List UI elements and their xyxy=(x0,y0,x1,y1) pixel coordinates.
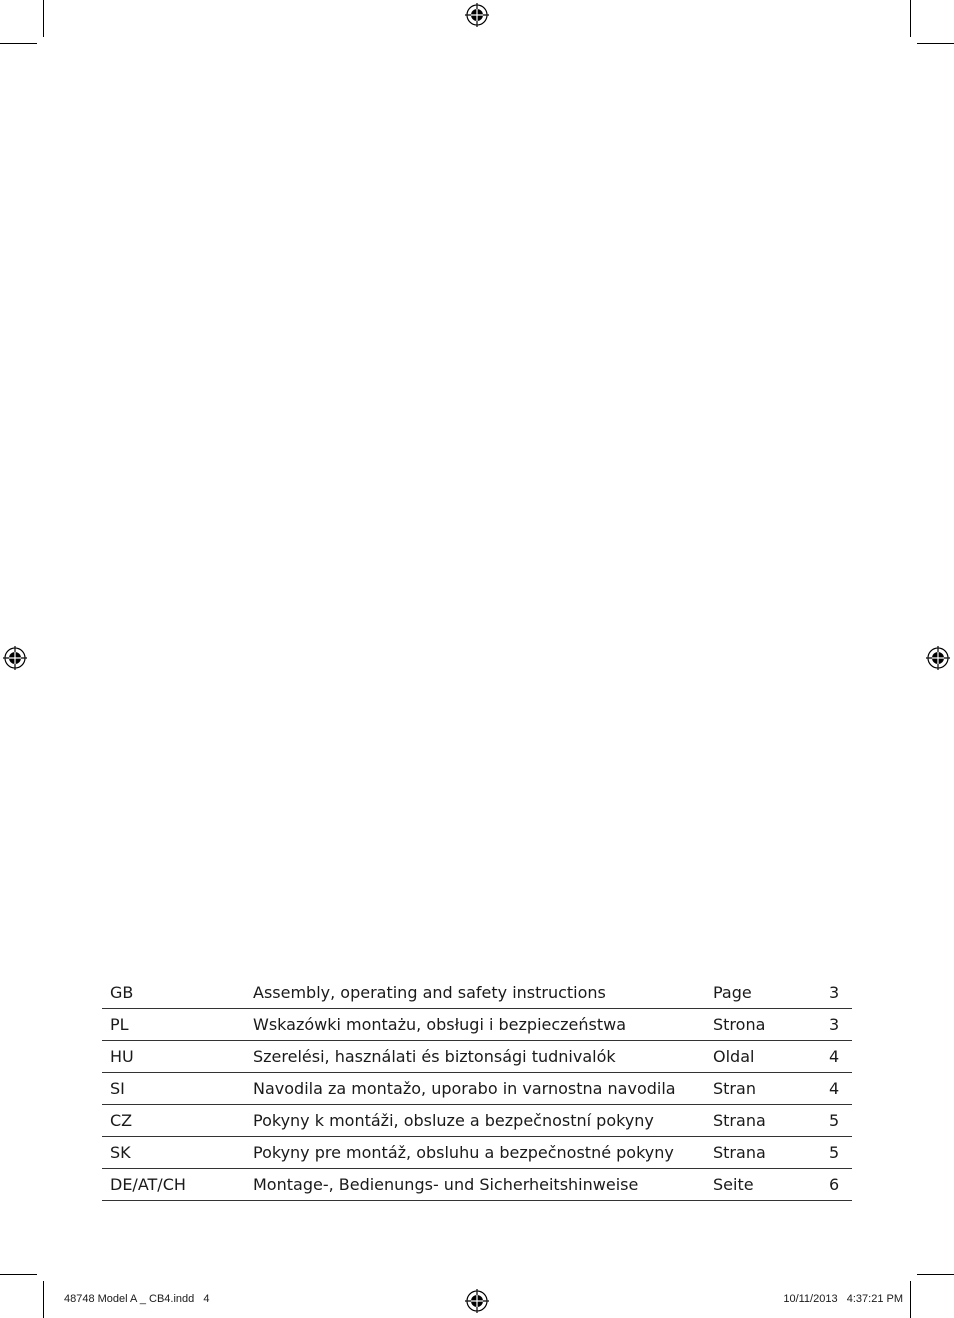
section-title: Szerelési, használati és biztonsági tudnivalók xyxy=(253,1041,713,1073)
page-label: Stran xyxy=(713,1073,829,1105)
crop-mark-bottom-right-vertical xyxy=(910,1281,911,1318)
page-number: 4 xyxy=(829,1073,852,1105)
page-label: Strona xyxy=(713,1009,829,1041)
crop-mark-top-right-horizontal xyxy=(917,43,954,44)
page-number: 4 xyxy=(829,1041,852,1073)
page-label: Strana xyxy=(713,1137,829,1169)
table-row xyxy=(102,977,852,1009)
crop-mark-bottom-right-horizontal xyxy=(917,1274,954,1275)
page-label: Oldal xyxy=(713,1041,829,1073)
section-title: Pokyny k montáži, obsluze a bezpečnostní pokyny xyxy=(253,1105,713,1137)
table-row xyxy=(102,1073,852,1105)
crop-mark-top-right-vertical xyxy=(910,0,911,37)
page-label: Page xyxy=(713,977,829,1009)
language-code: DE/AT/CH xyxy=(102,1169,253,1201)
page-label: Seite xyxy=(713,1169,829,1201)
crop-mark-bottom-left-vertical xyxy=(43,1281,44,1318)
page-number: 5 xyxy=(829,1137,852,1169)
page-number: 6 xyxy=(829,1169,852,1201)
page-number: 3 xyxy=(829,977,852,1009)
page-label: Strana xyxy=(713,1105,829,1137)
crop-mark-top-left-horizontal xyxy=(0,43,37,44)
section-title: Wskazówki montażu, obsługi i bezpieczeństwa xyxy=(253,1009,713,1041)
section-title: Navodila za montažo, uporabo in varnostna navodila xyxy=(253,1073,713,1105)
language-code: GB xyxy=(102,977,253,1009)
page-number: 5 xyxy=(829,1105,852,1137)
language-code: PL xyxy=(102,1009,253,1041)
registration-crosshair-icon xyxy=(926,646,950,670)
slug-timestamp: 10/11/2013 4:37:21 PM xyxy=(783,1293,903,1305)
language-index-table xyxy=(102,977,852,1201)
crop-mark-top-left-vertical xyxy=(43,0,44,37)
section-title: Pokyny pre montáž, obsluhu a bezpečnostné pokyny xyxy=(253,1137,713,1169)
page-number: 3 xyxy=(829,1009,852,1041)
language-code: SK xyxy=(102,1137,253,1169)
registration-crosshair-icon xyxy=(3,646,27,670)
section-title: Montage-, Bedienungs- und Sicherheitshinweise xyxy=(253,1169,713,1201)
section-title: Assembly, operating and safety instructions xyxy=(253,977,713,1009)
table-row xyxy=(102,1009,852,1041)
language-code: SI xyxy=(102,1073,253,1105)
crop-mark-bottom-left-horizontal xyxy=(0,1274,37,1275)
language-code: HU xyxy=(102,1041,253,1073)
table-row xyxy=(102,1137,852,1169)
slug-filename: 48748 Model A _ CB4.indd 4 xyxy=(64,1293,210,1305)
registration-crosshair-icon xyxy=(465,3,489,27)
table-row xyxy=(102,1105,852,1137)
table-row xyxy=(102,1169,852,1201)
registration-crosshair-icon xyxy=(465,1289,489,1313)
language-code: CZ xyxy=(102,1105,253,1137)
table-row xyxy=(102,1041,852,1073)
